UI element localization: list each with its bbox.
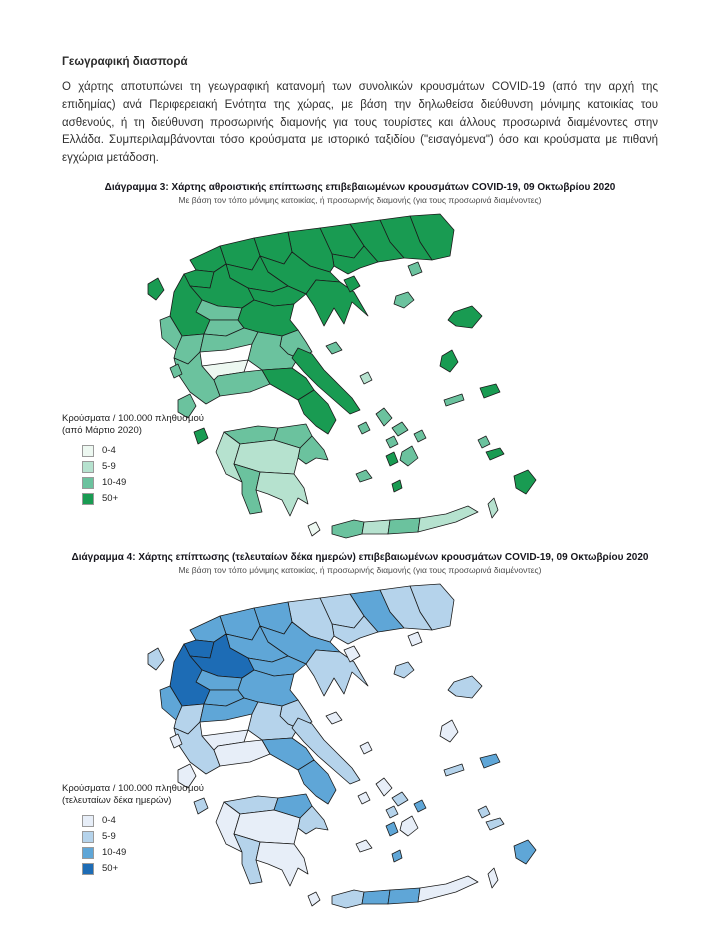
region-tinos (392, 422, 408, 436)
figure-cumulative-incidence-map (62, 182, 658, 548)
region-sporades (326, 342, 342, 354)
legend-rows (82, 445, 238, 505)
legend-row (82, 493, 238, 505)
legend-label: 5-9 (102, 461, 116, 473)
region-samos (480, 384, 500, 398)
region-corfu (148, 278, 164, 300)
region-karpathos (488, 868, 498, 888)
figure-10day-incidence-map (62, 552, 658, 918)
region-rethymno (362, 890, 390, 904)
region-kalymnos (478, 806, 490, 818)
region-chania (332, 890, 364, 908)
legend-row (82, 445, 238, 457)
region-limnos (394, 662, 414, 678)
legend-swatch-0-4-icon (82, 445, 94, 457)
legend-row (82, 461, 238, 473)
region-kea (358, 792, 370, 804)
region-santorini (392, 480, 402, 492)
legend-swatch-0-4-icon (82, 815, 94, 827)
region-syros (386, 806, 398, 818)
legend-swatch-50plus-icon (82, 493, 94, 505)
legend-swatch-10-49-icon (82, 847, 94, 859)
figure3-subtitle: Με βάση τον τόπο μόνιμης κατοικίας, ή προσωρινής διαμονής (για τους προσωρινά διαμένοντες) (178, 195, 542, 206)
region-paros (386, 822, 398, 836)
region-rhodes (514, 470, 536, 494)
legend-title-line2: (από Μάρτιο 2020) (62, 425, 142, 437)
region-naxos (400, 816, 418, 836)
figure4-subtitle: Με βάση τον τόπο μόνιμης κατοικίας, ή προσωρινής διαμονής (για τους προσωρινά διαμένοντες) (178, 565, 542, 576)
region-milos (356, 470, 372, 482)
legend-row (82, 477, 238, 489)
region-kalymnos (478, 436, 490, 448)
region-samos (480, 754, 500, 768)
region-kos (486, 818, 504, 830)
region-samothraki (408, 632, 422, 646)
intro-paragraph: Ο χάρτης αποτυπώνει τη γεωγραφική κατανομή των συνολικών κρουσμάτων COVID-19 (από την αρχή της επιδημίας) ανά Περιφερειακή Ενότητα της χώρας, με βάση την δηλωθείσα διεύθυνση μόνιμης κατοικίας του ασθενούς, ή τη διεύθυνση προσωρινής διαμονής για τους τουρίστες και άλλους προσωρινά διαμένοντες στην Ελλάδα. Συμπεριλαμβάνονται τόσο κρούσματα με ιστορικό ταξιδίου ("εισαγόμενα") όσο και κρούσματα με πιθανή εγχώρια μετάδοση. (62, 81, 658, 165)
region-chania (332, 520, 364, 538)
region-ikaria (444, 764, 464, 776)
region-syros (386, 436, 398, 448)
region-skyros (360, 742, 372, 754)
region-kythira (308, 892, 320, 906)
region-lasithi (418, 506, 478, 532)
legend-label: 50+ (102, 863, 119, 875)
region-lasithi (418, 876, 478, 902)
region-ikaria (444, 394, 464, 406)
region-mykonos (414, 800, 426, 812)
legend-label: 10-49 (102, 477, 127, 489)
legend-row (82, 863, 238, 875)
region-lesvos (448, 306, 482, 328)
region-santorini (392, 850, 402, 862)
legend-swatch-50plus-icon (82, 863, 94, 875)
region-andros (376, 778, 392, 796)
map3-legend (62, 413, 238, 509)
region-lesvos (448, 676, 482, 698)
region-rethymno (362, 520, 390, 534)
legend-swatch-5-9-icon (82, 461, 94, 473)
region-naxos (400, 446, 418, 466)
region-andros (376, 408, 392, 426)
legend-row (82, 831, 238, 843)
legend-row (82, 847, 238, 859)
region-kos (486, 448, 504, 460)
legend-row (82, 815, 238, 827)
legend-label: 50+ (102, 493, 119, 505)
figure-caption (62, 182, 658, 205)
region-milos (356, 840, 372, 852)
region-skyros (360, 372, 372, 384)
region-heraklion (388, 888, 420, 904)
legend-label: 5-9 (102, 831, 116, 843)
region-karpathos (488, 498, 498, 518)
section-heading: Γεωγραφική διασπορά (62, 56, 188, 68)
map4-legend (62, 783, 238, 879)
region-laconia (256, 842, 308, 886)
map-area (62, 578, 658, 918)
region-sporades (326, 712, 342, 724)
region-paros (386, 452, 398, 466)
region-heraklion (388, 518, 420, 534)
legend-swatch-10-49-icon (82, 477, 94, 489)
region-corfu (148, 648, 164, 670)
legend-label: 10-49 (102, 847, 127, 859)
legend-label: 0-4 (102, 815, 116, 827)
figure4-title: Διάγραμμα 4: Χάρτης επίπτωσης (τελευταίων δέκα ημερών) επιβεβαιωμένων κρουσμάτων COVID-19, 09 Οκτωβρίου 2020 (71, 552, 649, 564)
legend-title-line1: Κρούσματα / 100.000 πληθυσμού (62, 413, 204, 425)
region-mykonos (414, 430, 426, 442)
region-rhodes (514, 840, 536, 864)
figure3-title: Διάγραμμα 3: Χάρτης αθροιστικής επίπτωσης επιβεβαιωμένων κρουσμάτων COVID-19, 09 Οκτωβρίου 2020 (104, 182, 616, 194)
region-samothraki (408, 262, 422, 276)
region-chios (440, 350, 458, 372)
legend-swatch-5-9-icon (82, 831, 94, 843)
region-limnos (394, 292, 414, 308)
figure-caption (62, 552, 658, 575)
legend-rows (82, 815, 238, 875)
legend-label: 0-4 (102, 445, 116, 457)
map-area (62, 208, 658, 548)
legend-title-line1: Κρούσματα / 100.000 πληθυσμού (62, 783, 204, 795)
region-kythira (308, 522, 320, 536)
region-laconia (256, 472, 308, 516)
region-kea (358, 422, 370, 434)
region-tinos (392, 792, 408, 806)
region-chios (440, 720, 458, 742)
legend-title-line2: (τελευταίων δέκα ημερών) (62, 795, 172, 807)
